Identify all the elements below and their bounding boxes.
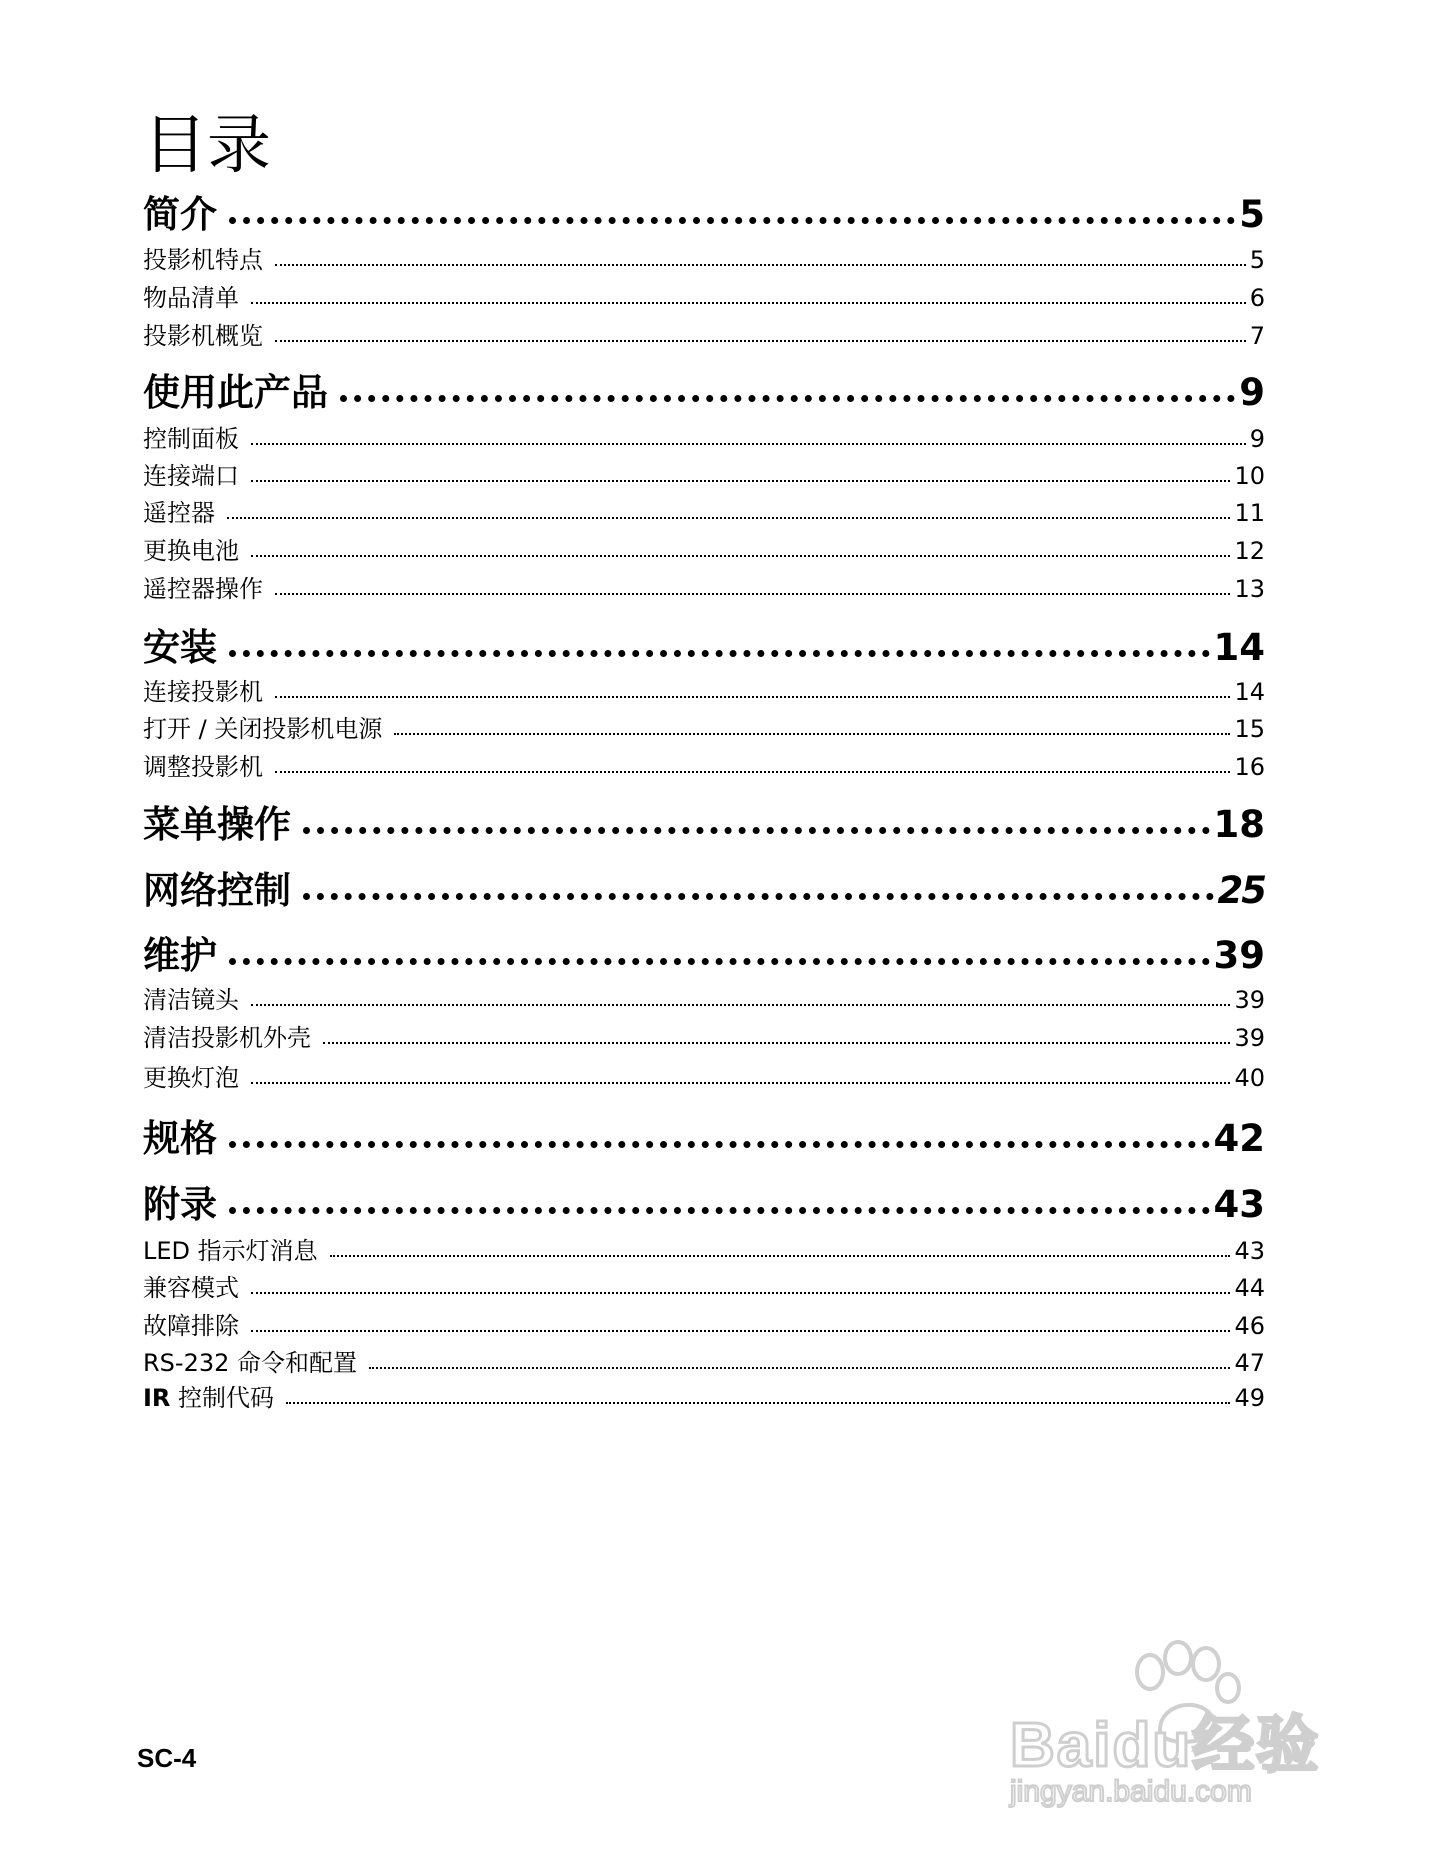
dot-leader: [229, 217, 1235, 224]
toc-entry-major[interactable]: 简介 5: [143, 193, 1265, 236]
dot-leader: [227, 517, 1230, 519]
dot-leader: [275, 771, 1230, 773]
toc-entry-minor[interactable]: 清洁投影机外壳 39: [143, 1024, 1265, 1052]
dot-leader: [275, 340, 1246, 342]
dot-leader: [251, 480, 1230, 482]
page-number-footer: SC-4: [137, 1743, 197, 1773]
toc-entry-minor[interactable]: RS-232 命令和配置 47: [143, 1349, 1265, 1377]
toc-entry-minor[interactable]: 投影机特点 5: [143, 246, 1265, 274]
toc-entry-minor[interactable]: 更换灯泡 40: [143, 1064, 1265, 1092]
dot-leader: [251, 555, 1230, 557]
dot-leader: [275, 264, 1246, 266]
toc-entry-minor[interactable]: 连接端口 10: [143, 462, 1265, 490]
toc-entry-minor[interactable]: 更换电池 12: [143, 537, 1265, 565]
watermark: [1010, 1640, 1340, 1830]
dot-leader: [340, 395, 1235, 402]
toc-entry-minor[interactable]: 故障排除 46: [143, 1312, 1265, 1340]
dot-leader: [275, 696, 1230, 698]
dot-leader: [323, 1042, 1230, 1044]
dot-leader: [229, 1207, 1210, 1214]
toc-entry-major[interactable]: 使用此产品 9: [143, 371, 1265, 414]
toc-entry-minor[interactable]: 物品清单 6: [143, 284, 1265, 312]
toc-entry-minor[interactable]: 清洁镜头 39: [143, 986, 1265, 1014]
dot-leader: [330, 1255, 1231, 1257]
watermark-url: jingyan.baidu.com: [1010, 1775, 1252, 1808]
toc-entry-major[interactable]: 附录 43: [143, 1183, 1265, 1226]
toc-entry-minor[interactable]: 打开 / 关闭投影机电源 15: [143, 715, 1265, 743]
toc-entry-minor[interactable]: 控制面板 9: [143, 425, 1265, 453]
toc-entry-major[interactable]: 维护 39: [143, 934, 1265, 977]
toc-entry-major[interactable]: 菜单操作 18: [143, 803, 1265, 846]
toc-entry-major[interactable]: 规格 42: [143, 1117, 1265, 1160]
toc-entry-minor[interactable]: IR 控制代码 49: [143, 1384, 1265, 1412]
dot-leader: [303, 893, 1214, 900]
toc-entry-minor[interactable]: 连接投影机 14: [143, 678, 1265, 706]
dot-leader: [286, 1402, 1230, 1404]
dot-leader: [275, 593, 1230, 595]
dot-leader: [229, 650, 1210, 657]
dot-leader: [251, 443, 1246, 445]
dot-leader: [303, 827, 1210, 834]
toc-entry-minor[interactable]: 调整投影机 16: [143, 753, 1265, 781]
watermark-brand: Baidu经验: [1010, 1711, 1321, 1780]
dot-leader: [251, 1082, 1230, 1084]
dot-leader: [229, 958, 1210, 965]
dot-leader: [251, 1330, 1230, 1332]
toc-entry-minor[interactable]: 投影机概览 7: [143, 322, 1265, 350]
toc-entry-minor[interactable]: 遥控器 11: [143, 499, 1265, 527]
dot-leader: [251, 1292, 1230, 1294]
toc-entry-major[interactable]: 网络控制 25: [143, 869, 1265, 912]
toc-entry-minor[interactable]: 兼容模式 44: [143, 1274, 1265, 1302]
dot-leader: [229, 1141, 1210, 1148]
dot-leader: [369, 1367, 1230, 1369]
toc-entry-minor[interactable]: 遥控器操作 13: [143, 575, 1265, 603]
page-title: 目录: [143, 109, 271, 183]
toc-entry-minor[interactable]: LED 指示灯消息 43: [143, 1237, 1265, 1265]
dot-leader: [251, 1004, 1230, 1006]
dot-leader: [251, 302, 1246, 304]
dot-leader: [394, 733, 1230, 735]
toc-entry-major[interactable]: 安装 14: [143, 626, 1265, 669]
